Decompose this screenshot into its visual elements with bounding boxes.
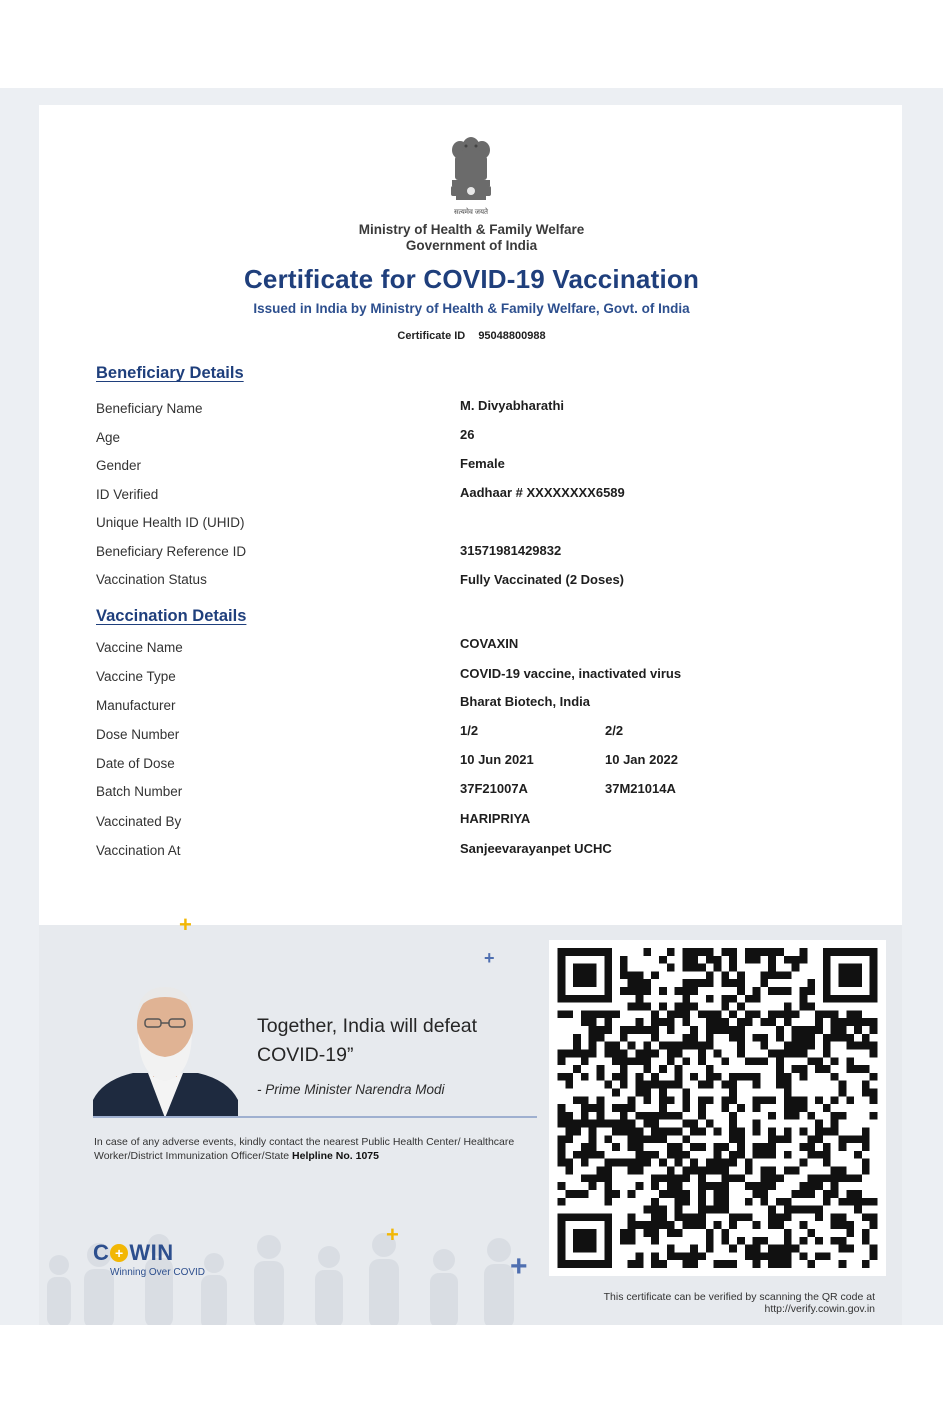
manufacturer-value: Bharat Biotech, India (460, 694, 591, 709)
gender-label: Gender (96, 458, 142, 473)
vaccinated-by-label: Vaccinated By (96, 814, 182, 829)
qr-finder-center (838, 964, 861, 987)
verify-note (540, 1291, 875, 1315)
beneficiary-name-label: Beneficiary Name (96, 401, 203, 416)
beneficiary-reference-id-label: Beneficiary Reference ID (96, 544, 247, 559)
dose-number-label: Dose Number (96, 727, 180, 742)
beneficiary-reference-id-value: 31571981429832 (460, 543, 562, 558)
qr-finder-center (573, 964, 596, 987)
age-label: Age (96, 430, 121, 445)
vaccination-status-label: Vaccination Status (96, 572, 207, 587)
id-verified-value: Aadhaar # XXXXXXXX6589 (460, 485, 625, 500)
cowin-logo-plus-icon: + (110, 1244, 128, 1262)
certificate-id-value: 95048800988 (478, 330, 546, 342)
batch-number-label: Batch Number (96, 784, 183, 799)
vaccination-details-heading: Vaccination Details (96, 607, 247, 625)
date-of-dose-label: Date of Dose (96, 756, 175, 771)
government-name: Government of India (405, 238, 538, 253)
plus-decoration-icon: + (386, 1222, 399, 1247)
cowin-logo-win: WIN (129, 1240, 174, 1265)
beneficiary-details-heading: Beneficiary Details (96, 364, 244, 382)
vaccine-type-value: COVID-19 vaccine, inactivated virus (460, 666, 682, 681)
plus-decoration-icon: + (510, 1250, 528, 1283)
qr-finder-center (573, 1229, 596, 1252)
age-value: 26 (460, 427, 475, 442)
quote-text: Together, India will defeat COVID-19” (257, 1015, 478, 1066)
ministry-name: Ministry of Health & Family Welfare (358, 222, 585, 237)
dose1-number: 1/2 (460, 723, 479, 738)
id-verified-label: ID Verified (96, 487, 159, 502)
vaccine-name-label: Vaccine Name (96, 640, 183, 655)
dose2-date: 10 Jan 2022 (605, 752, 679, 767)
beneficiary-name-value: M. Divyabharathi (460, 398, 565, 413)
issued-by: Issued in India by Ministry of Health & Family Welfare, Govt. of India (253, 301, 690, 316)
emblem-motto: सत्यमेव जयते (453, 209, 489, 216)
verify-note-line1: This certificate can be verified by scanning the QR code at (603, 1291, 875, 1303)
dose2-batch: 37M21014A (605, 781, 676, 796)
dose2-number: 2/2 (605, 723, 624, 738)
quote-attribution: - Prime Minister Narendra Modi (257, 1082, 445, 1097)
manufacturer-label: Manufacturer (96, 698, 176, 713)
plus-decoration-icon: + (484, 948, 495, 968)
vaccine-name-value: COVAXIN (460, 636, 519, 651)
qr-code[interactable] (557, 948, 878, 1268)
uhid-label: Unique Health ID (UHID) (96, 515, 245, 530)
cowin-tagline: Winning Over COVID (110, 1267, 206, 1278)
gender-value: Female (460, 456, 505, 471)
cowin-logo-c: C (93, 1240, 110, 1265)
verify-url[interactable]: http://verify.cowin.gov.in (764, 1303, 875, 1315)
plus-decoration-icon: + (179, 912, 192, 937)
prime-minister-portrait (93, 985, 238, 1118)
quote-divider (93, 1116, 537, 1118)
page-title: Certificate for COVID-19 Vaccination (243, 264, 700, 294)
dose1-date: 10 Jun 2021 (460, 752, 534, 767)
certificate-id-label: Certificate ID (397, 330, 466, 342)
vaccination-status-value: Fully Vaccinated (2 Doses) (460, 572, 625, 587)
national-emblem-icon (446, 136, 496, 218)
helpline-text (94, 1135, 534, 1163)
dose1-batch: 37F21007A (460, 781, 528, 796)
certificate-id-row (0, 330, 943, 342)
helpline-number: Helpline No. 1075 (292, 1150, 379, 1162)
cowin-logo (93, 1240, 174, 1266)
helpline-message: In case of any adverse events, kindly contact the nearest Public Health Center/ Healthcare Worker/District Immunization Officer/State (94, 1136, 515, 1162)
vaccination-at-value: Sanjeevarayanpet UCHC (460, 841, 612, 856)
vaccination-at-label: Vaccination At (96, 843, 181, 858)
vaccinated-by-value: HARIPRIYA (460, 811, 531, 826)
vaccine-type-label: Vaccine Type (96, 669, 176, 684)
